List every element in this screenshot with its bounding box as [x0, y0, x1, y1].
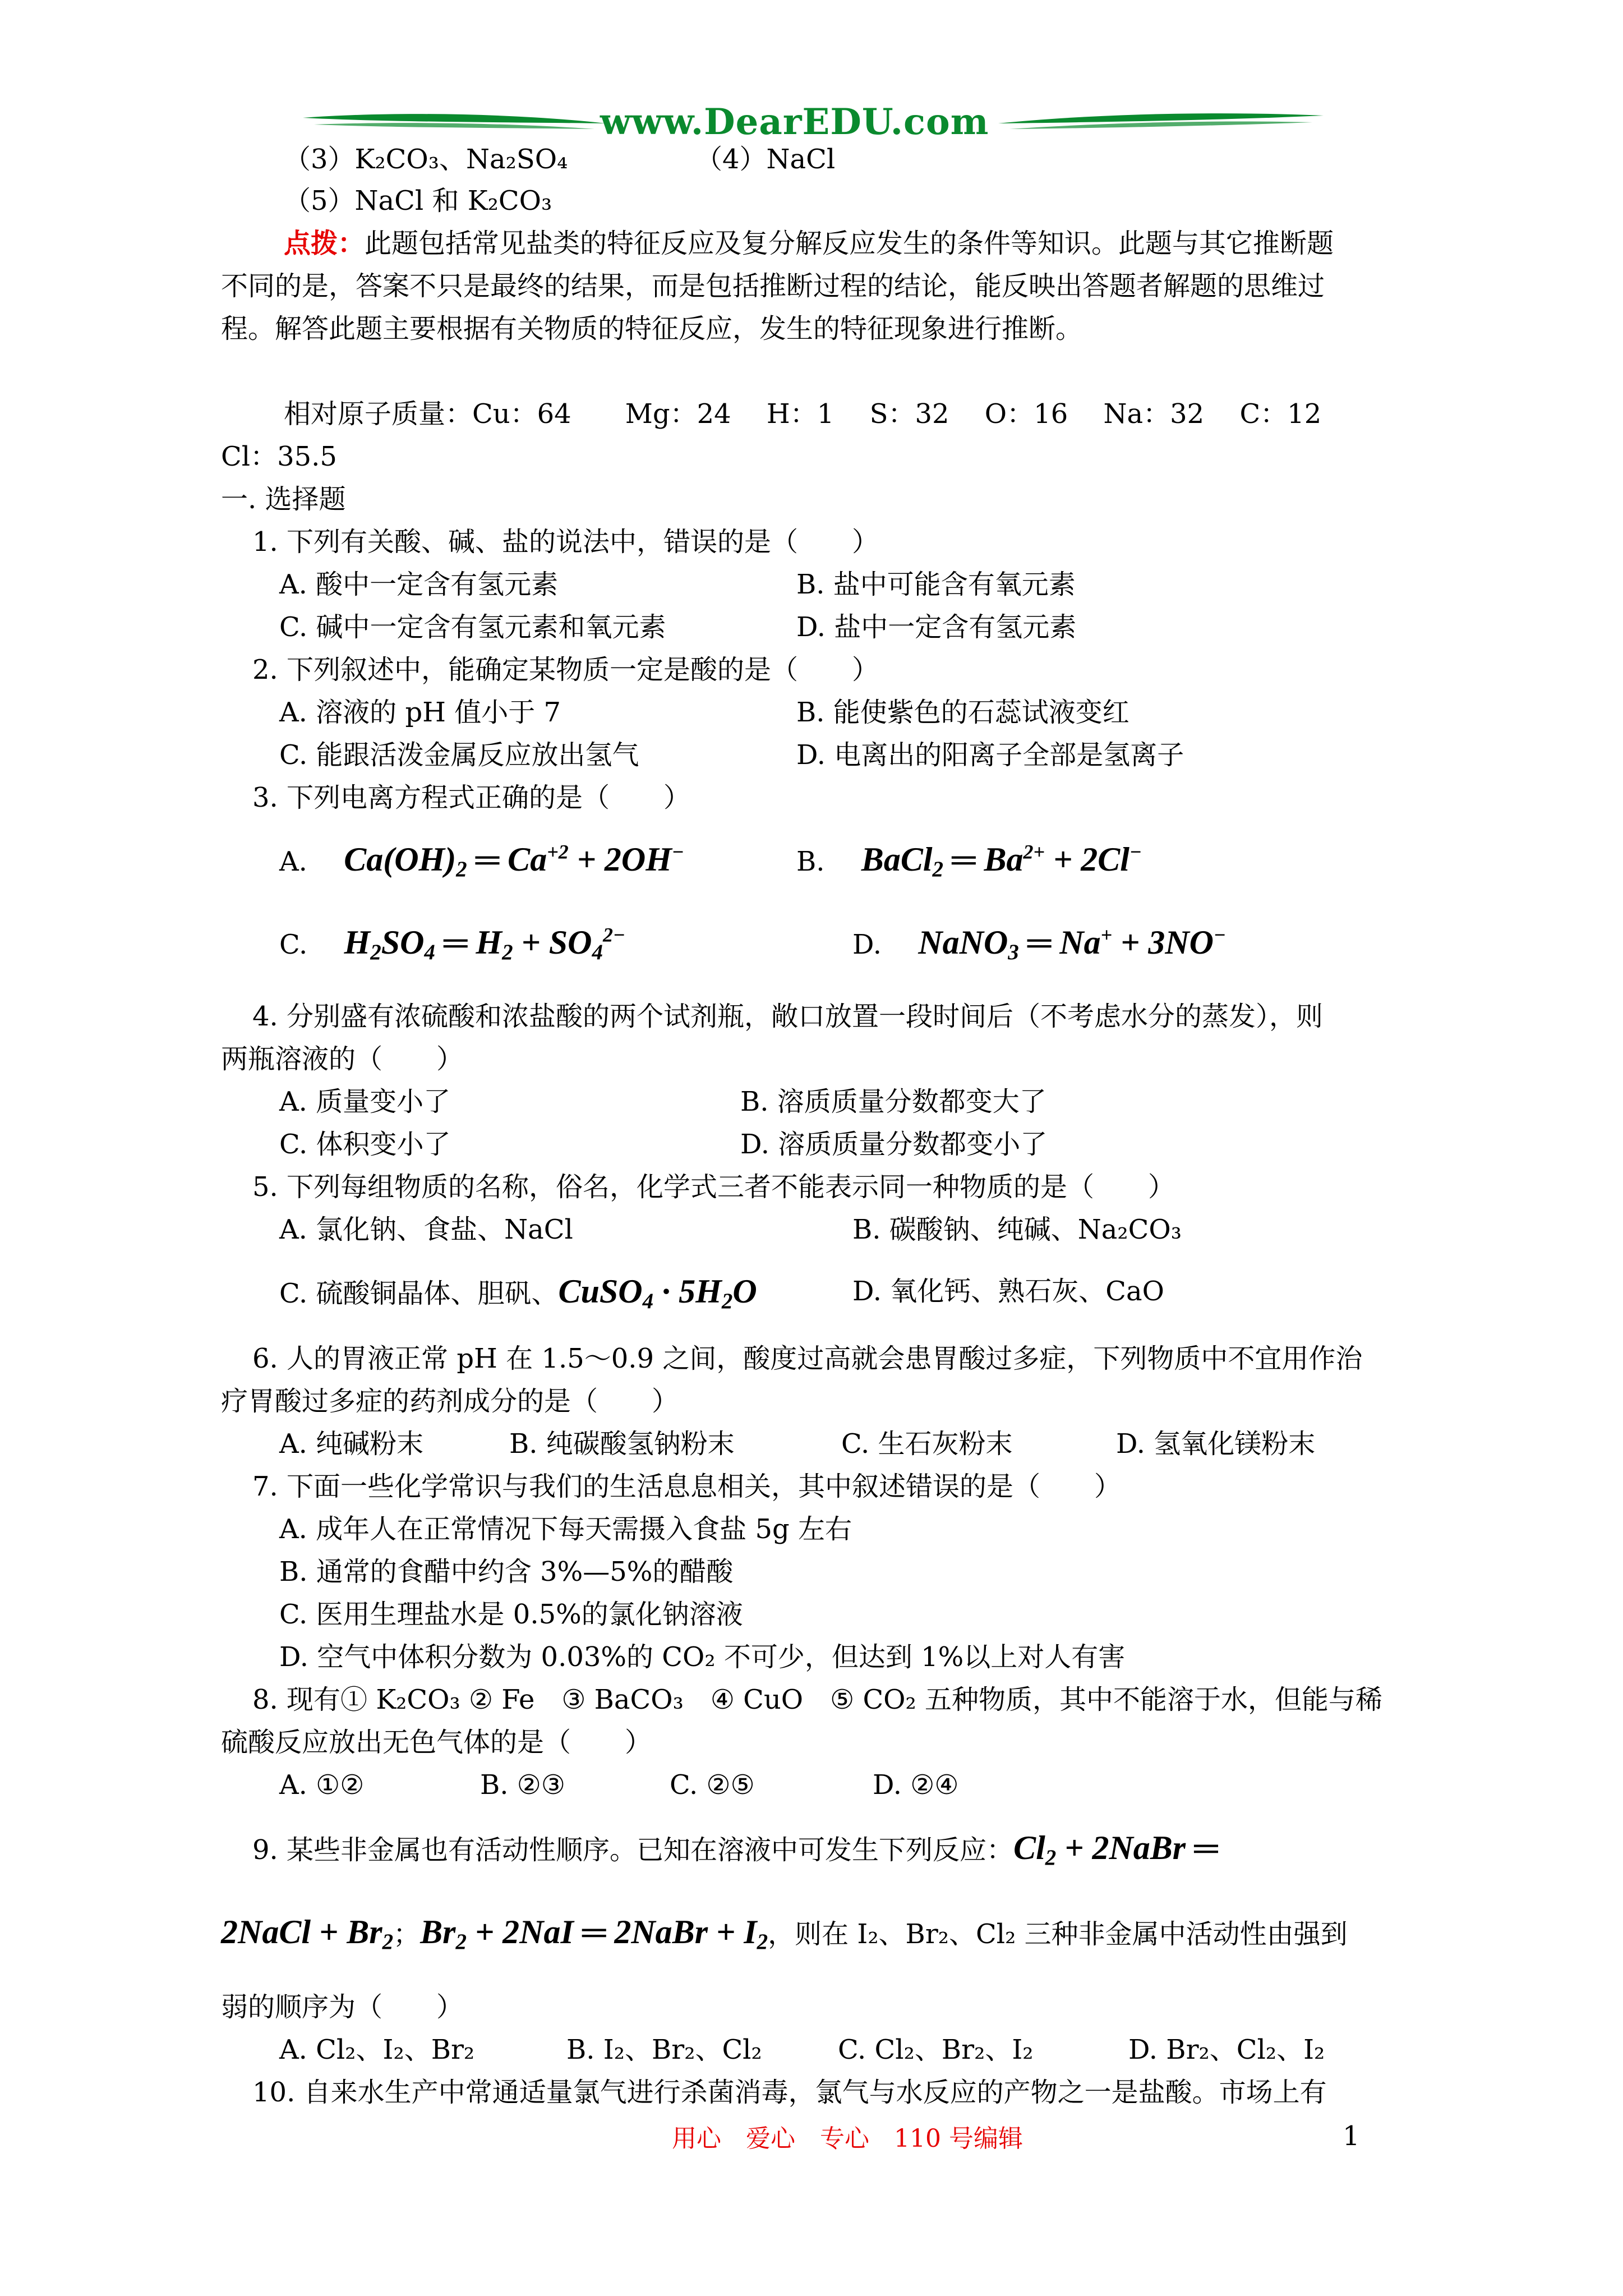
q9-stem-3: 弱的顺序为（ ） [221, 1991, 464, 2023]
q4-option-c[interactable]: C. 体积变小了 [279, 1129, 451, 1160]
q3-option-d-equation: NaNO$_3$ ═ Na+ + 3NO− [918, 923, 1226, 964]
q5-option-a[interactable]: A. 氯化钠、食盐、NaCl [279, 1214, 573, 1245]
q6-option-a[interactable]: A. 纯碱粉末 [279, 1428, 424, 1460]
q8-stem-1: 8. 现有① K₂CO₃ ② Fe ③ BaCO₃ ④ CuO ⑤ CO₂ 五种物质，其中不能溶于水，但能与稀 [252, 1684, 1383, 1715]
page-number: 1 [1343, 2120, 1360, 2152]
hint-line-3: 程。解答此题主要根据有关物质的特征反应，发生的特征现象进行推断。 [221, 313, 1083, 344]
hint-label: 点拨： [284, 228, 365, 259]
q3-option-a-equation: $Ca(OH)_2$ ═ $Ca^{+2} + 2OH^-$ [344, 840, 684, 881]
q9-stem-1: 9. 某些非金属也有活动性顺序。已知在溶液中可发生下列反应： [252, 1834, 1014, 1866]
q6-option-b[interactable]: B. 纯碳酸氢钠粉末 [509, 1428, 735, 1460]
q8-stem-2: 硫酸反应放出无色气体的是（ ） [221, 1727, 652, 1758]
q6-option-c[interactable]: C. 生石灰粉末 [841, 1428, 1013, 1460]
q4-option-d[interactable]: D. 溶质质量分数都变小了 [740, 1129, 1048, 1160]
answer-3-label: （3） [284, 144, 355, 175]
q3-option-b-equation: BaCl$_2$ ═ $Ba^{2+} + 2Cl^-$ [861, 840, 1142, 881]
section-title: 一. 选择题 [221, 484, 346, 515]
q5-option-c-text: C. 硫酸铜晶体、胆矾、 [279, 1278, 559, 1309]
q9-equation-1-left: $Cl_2$ + 2NaBr ═ [1013, 1829, 1218, 1870]
q9-stem-2-tail: ，则在 I₂、Br₂、Cl₂ 三种非金属中活动性由强到 [768, 1918, 1348, 1950]
hint-text-1: 此题包括常见盐类的特征反应及复分解反应发生的条件等知识。此题与其它推断题 [365, 228, 1334, 259]
q9-option-a[interactable]: A. Cl₂、I₂、Br₂ [279, 2034, 475, 2065]
q3-option-a[interactable] [279, 841, 684, 880]
q8-option-c[interactable]: C. ②⑤ [670, 1769, 755, 1801]
hint-line-1 [284, 226, 1334, 261]
q4-stem-1: 4. 分别盛有浓硫酸和浓盐酸的两个试剂瓶，敞口放置一段时间后（不考虑水分的蒸发），则 [252, 1001, 1324, 1032]
q5-stem: 5. 下列每组物质的名称，俗名，化学式三者不能表示同一种物质的是（ ） [252, 1171, 1175, 1203]
q9-line-1 [252, 1830, 1218, 1868]
hint-line-2: 不同的是，答案不只是最终的结果，而是包括推断过程的结论，能反映出答题者解题的思维过 [221, 270, 1325, 302]
q3-option-c-label: C. [279, 929, 308, 960]
answer-4 [695, 141, 835, 177]
q7-option-b[interactable]: B. 通常的食醋中约含 3%—5%的醋酸 [279, 1556, 734, 1588]
q8-option-a[interactable]: A. ①② [279, 1769, 365, 1801]
answer-5-label: （5） [284, 185, 355, 217]
header-banner [303, 101, 1324, 146]
q9-separator: ； [393, 1918, 421, 1950]
q3-option-b-label: B. [796, 846, 825, 877]
q5-option-b[interactable]: B. 碳酸钠、纯碱、Na₂CO₃ [852, 1214, 1182, 1245]
q9-line-2 [221, 1914, 1348, 1952]
answer-5-formula: NaCl 和 K₂CO₃ [354, 185, 552, 217]
q4-option-b[interactable]: B. 溶质质量分数都变大了 [740, 1086, 1046, 1117]
q8-option-b[interactable]: B. ②③ [480, 1769, 565, 1801]
q3-option-c[interactable] [279, 924, 625, 963]
answer-3-formula: K₂CO₃、Na₂SO₄ [354, 144, 568, 175]
q3-option-b[interactable] [796, 841, 1142, 880]
q3-option-c-equation: $H_2SO_4$ ═ $H_2 + SO_4^{2-}$ [344, 923, 625, 964]
banner-swoosh-right [998, 105, 1324, 139]
q1-stem: 1. 下列有关酸、碱、盐的说法中，错误的是（ ） [252, 526, 879, 558]
q3-option-d-label: D. [852, 929, 882, 960]
q7-option-a[interactable]: A. 成年人在正常情况下每天需摄入食盐 5g 左右 [279, 1513, 852, 1545]
q6-stem-2: 疗胃酸过多症的药剂成分的是（ ） [221, 1386, 679, 1417]
q7-option-c[interactable]: C. 医用生理盐水是 0.5%的氯化钠溶液 [279, 1599, 743, 1630]
q9-option-c[interactable]: C. Cl₂、Br₂、I₂ [838, 2034, 1034, 2065]
q4-option-a[interactable]: A. 质量变小了 [279, 1086, 451, 1117]
q9-option-d[interactable]: D. Br₂、Cl₂、I₂ [1128, 2034, 1325, 2065]
q6-option-d[interactable]: D. 氢氧化镁粉末 [1116, 1428, 1316, 1460]
q2-option-b[interactable]: B. 能使紫色的石蕊试液变红 [796, 697, 1129, 728]
q2-option-a[interactable]: A. 溶液的 pH 值小于 7 [279, 697, 561, 728]
atomic-mass-line-2: Cl：35.5 [221, 441, 337, 472]
q9-option-b[interactable]: B. I₂、Br₂、Cl₂ [566, 2034, 762, 2065]
answer-5 [284, 183, 552, 219]
site-url[interactable]: www.DearEDU.com [600, 101, 989, 143]
q3-stem: 3. 下列电离方程式正确的是（ ） [252, 782, 691, 813]
q9-equation-1-right: 2NaCl + $Br_2$ [221, 1913, 394, 1954]
q7-option-d[interactable]: D. 空气中体积分数为 0.03%的 CO₂ 不可少，但达到 1%以上对人有害 [279, 1641, 1126, 1673]
q5-option-d[interactable]: D. 氧化钙、熟石灰、CaO [852, 1276, 1164, 1307]
q10-stem: 10. 自来水生产中常通适量氯气进行杀菌消毒，氯气与水反应的产物之一是盐酸。市场上有 [252, 2077, 1327, 2108]
q1-option-c[interactable]: C. 碱中一定含有氢元素和氧元素 [279, 611, 666, 643]
atomic-mass-line-1: 相对原子质量：Cu：64 Mg：24 H：1 S：32 O：16 Na：32 C：12 [284, 398, 1322, 430]
q7-stem: 7. 下面一些化学常识与我们的生活息息相关，其中叙述错误的是（ ） [252, 1471, 1122, 1502]
q5-option-c[interactable] [279, 1273, 757, 1312]
q9-equation-2: $Br_2 + 2NaI$ ═ 2NaBr + $I_2$ [420, 1913, 768, 1954]
answer-3 [284, 141, 568, 177]
q6-stem-1: 6. 人的胃液正常 pH 在 1.5～0.9 之间，酸度过高就会患胃酸过多症，下列物质中不宜用作治 [252, 1343, 1363, 1374]
q8-option-d[interactable]: D. ②④ [873, 1769, 959, 1801]
q5-option-c-formula: CuSO$_4$ · $5H_2O$ [558, 1273, 757, 1313]
q2-stem: 2. 下列叙述中，能确定某物质一定是酸的是（ ） [252, 654, 879, 685]
q1-option-a[interactable]: A. 酸中一定含有氢元素 [279, 569, 559, 600]
q1-option-b[interactable]: B. 盐中可能含有氧元素 [796, 569, 1076, 600]
q2-option-c[interactable]: C. 能跟活泼金属反应放出氢气 [279, 739, 639, 771]
answer-4-formula: NaCl [766, 144, 836, 175]
answer-4-label: （4） [695, 144, 767, 175]
q3-option-d[interactable] [852, 924, 1226, 963]
q3-option-a-label: A. [279, 846, 307, 877]
banner-swoosh-left [303, 105, 606, 139]
q2-option-d[interactable]: D. 电离出的阳离子全部是氢离子 [796, 739, 1184, 771]
q4-stem-2: 两瓶溶液的（ ） [221, 1043, 464, 1075]
q1-option-d[interactable]: D. 盐中一定含有氢元素 [796, 611, 1077, 643]
footer-slogan: 用心 爱心 专心 110 号编辑 [672, 2124, 1023, 2153]
